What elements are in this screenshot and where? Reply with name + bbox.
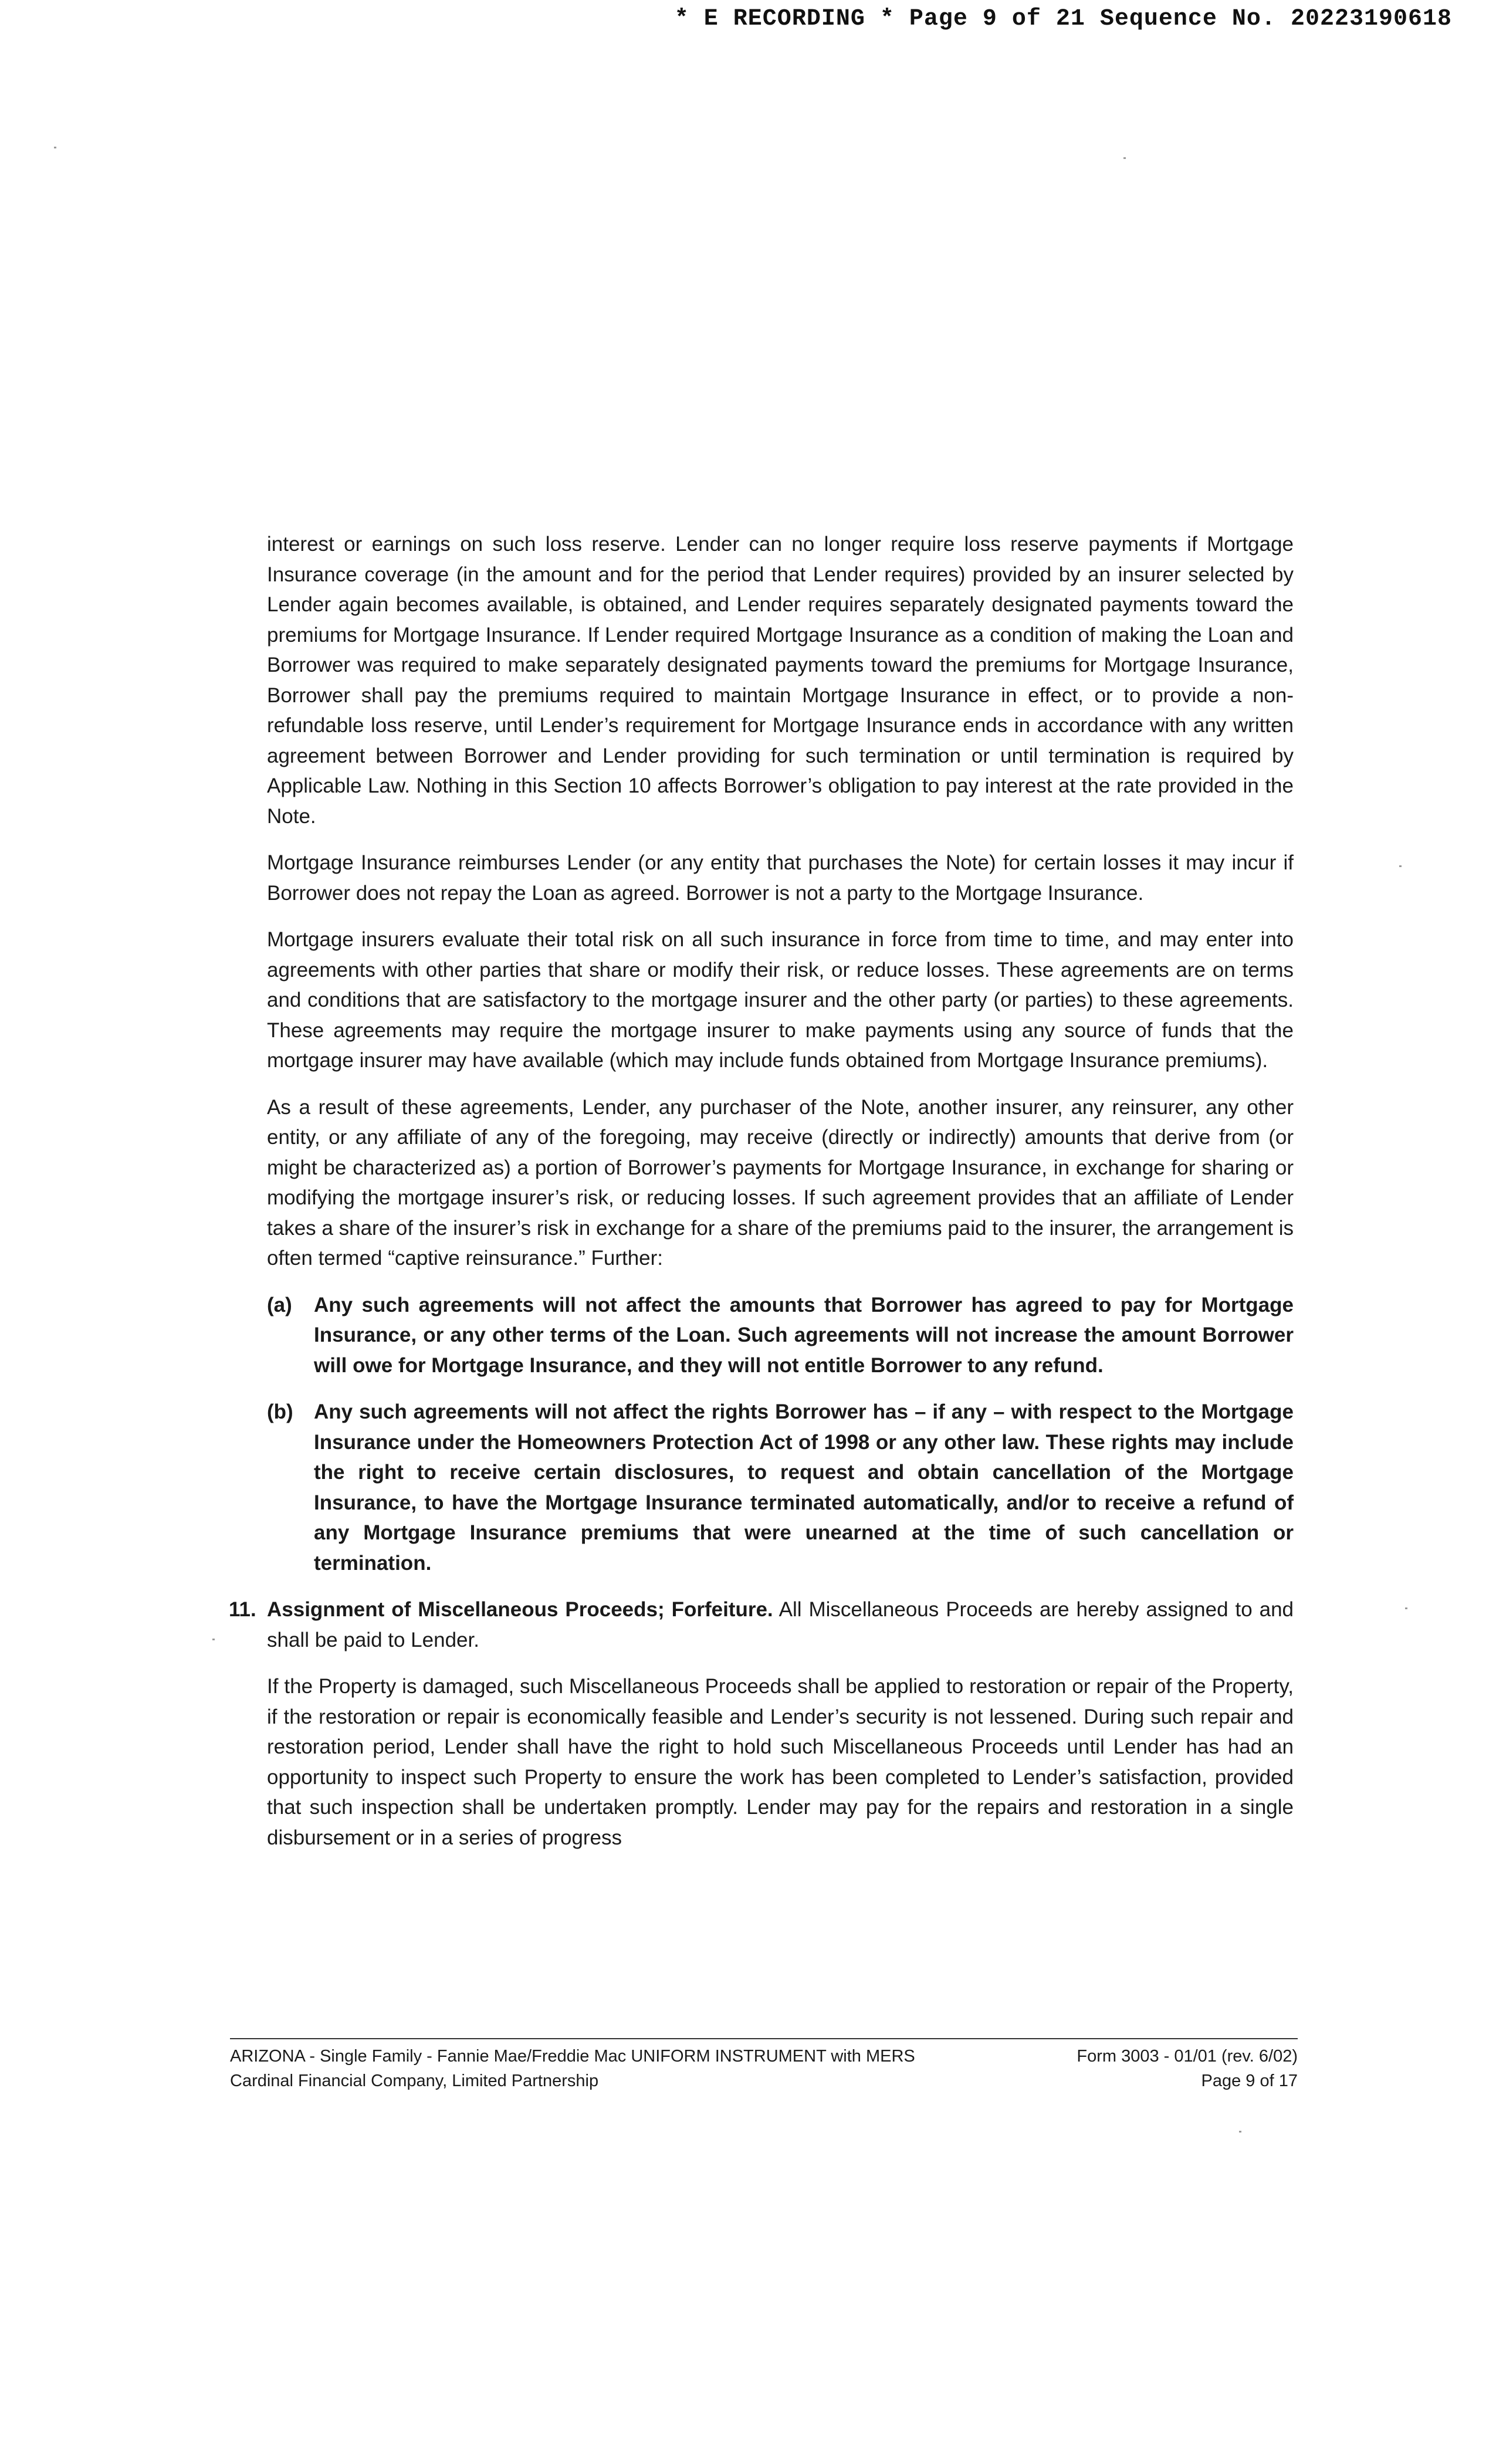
subsection-list: [267, 1290, 1294, 1579]
body-paragraph: interest or earnings on such loss reserve. Lender can no longer require loss reserve payments if Mortgage Insurance coverage (in the amount and for the period that Lender requires) provided by an insurer selected by Lender again becomes available, is obtained, and Lender requires separately designated payments toward the premiums for Mortgage Insurance. If Lender required Mortgage Insurance as a condition of making the Loan and Borrower was required to make separately designated payments toward the premiums for Mortgage Insurance, Borrower shall pay the premiums required to maintain Mortgage Insurance in effect, or to provide a non-refundable loss reserve, until Lender’s requirement for Mortgage Insurance ends in accordance with any written agreement between Borrower and Lender providing for such termination or until termination is required by Applicable Law. Nothing in this Section 10 affects Borrower’s obligation to pay interest at the rate provided in the Note.: [267, 533, 1294, 828]
body-paragraph: As a result of these agreements, Lender, any purchaser of the Note, another insurer, any reinsurer, any other entity, or any affiliate of any of the foregoing, may receive (directly or indirectly) amounts that derive from (or might be characterized as) a portion of Borrower’s payments for Mortgage Insurance, in exchange for sharing or modifying the mortgage insurer’s risk, or reducing losses. If such agreement provides that an affiliate of Lender takes a share of the insurer’s risk in exchange for a share of the premiums paid to the insurer, the arrangement is often termed “captive reinsurance.” Further:: [267, 1095, 1294, 1270]
subsection-text: Any such agreements will not affect the rights Borrower has – if any – with respect to the Mortgage Insurance under the Homeowners Protection Act of 1998 or any other law. These rights may include the right to receive certain disclosures, to request and obtain cancellation of the Mortgage Insurance, to have the Mortgage Insurance terminated automatically, and/or to receive a refund of any Mortgage Insurance premiums that were unearned at the time of such cancellation or termination.: [314, 1400, 1294, 1575]
document-body: [229, 529, 1294, 1869]
footer-right: [1077, 2044, 1298, 2093]
body-paragraph: Mortgage Insurance reimburses Lender (or any entity that purchases the Note) for certain losses it may incur if Borrower does not repay the Loan as agreed. Borrower is not a party to the Mortgage Insurance.: [267, 851, 1294, 905]
subsection-a: [267, 1290, 1294, 1381]
scan-speck: [1123, 157, 1126, 159]
subsection-text: Any such agreements will not affect the amounts that Borrower has agreed to pay for Mortgage Insurance, or any other terms of the Loan. Such agreements will not increase the amount Borrower will owe for Mortgage Insurance, and they will not entitle Borrower to any refund.: [314, 1293, 1294, 1377]
footer-company: Cardinal Financial Company, Limited Partnership: [230, 2072, 599, 2090]
footer-left: [230, 2044, 915, 2093]
scan-speck: [1405, 1607, 1407, 1609]
body-paragraph: If the Property is damaged, such Miscellaneous Proceeds shall be applied to restoration or repair of the Property, if the restoration or repair is economically feasible and Lender’s security is not lessened. During such repair and restoration period, Lender shall have the right to hold such Miscellaneous Proceeds until Lender has had an opportunity to inspect such Property to ensure the work has been completed to Lender’s satisfaction, provided that such inspection shall be undertaken promptly. Lender may pay for the repairs and restoration in a single disbursement or in a series of progress: [267, 1675, 1294, 1849]
section-11: [229, 1595, 1294, 1655]
body-paragraph: Mortgage insurers evaluate their total risk on all such insurance in force from time to time, and may enter into agreements with other parties that share or modify their risk, or reduce losses. These agreements are on terms and conditions that are satisfactory to the mortgage insurer and the other party (or parties) to these agreements. These agreements may require the mortgage insurer to make payments using any source of funds that the mortgage insurer may have available (which may include funds obtained from Mortgage Insurance premiums).: [267, 928, 1294, 1072]
section-text: All Miscellaneous Proceeds are hereby assigned to and shall be paid to Lender.: [267, 1598, 1294, 1651]
recording-header: * E RECORDING * Page 9 of 21 Sequence No. 20223190618: [674, 6, 1452, 32]
scan-speck: [212, 1639, 215, 1640]
subsection-label: (b): [267, 1400, 293, 1423]
subsection-b: [267, 1397, 1294, 1578]
footer-form-title: ARIZONA - Single Family - Fannie Mae/Freddie Mac UNIFORM INSTRUMENT with MERS: [230, 2047, 915, 2066]
section-heading: Assignment of Miscellaneous Proceeds; Forfeiture.: [267, 1598, 773, 1621]
footer-page-number: Page 9 of 17: [1201, 2072, 1298, 2090]
scan-speck: [1399, 865, 1402, 867]
footer-form-number: Form 3003 - 01/01 (rev. 6/02): [1077, 2047, 1298, 2066]
subsection-label: (a): [267, 1293, 292, 1316]
page-footer: [230, 2038, 1298, 2093]
section-number: 11.: [229, 1598, 256, 1621]
scan-speck: [54, 147, 56, 148]
scan-speck: [1239, 2131, 1241, 2133]
